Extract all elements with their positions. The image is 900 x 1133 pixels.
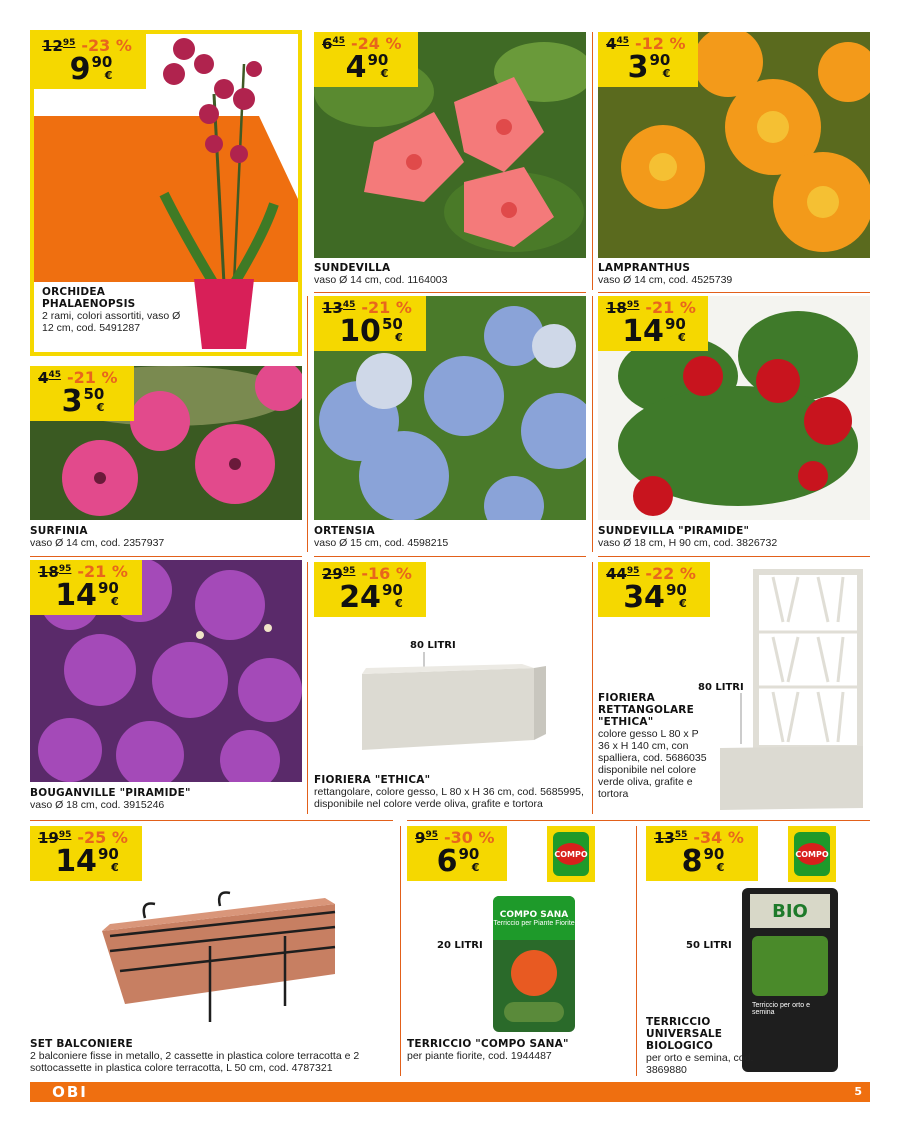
compo-logo: COMPO [547,826,595,882]
product-name: SURFINIA [30,525,88,537]
volume-label: 20 LITRI [437,940,483,951]
product-name: SUNDEVILLA [314,262,391,274]
price-tag [30,560,142,615]
divider [598,292,870,293]
divider [592,296,593,552]
old-price: $13^{45}$ [322,299,356,317]
discount-badge: -21 % [645,298,696,317]
product-description: vaso Ø 18 cm, H 90 cm, cod. 3826732 [598,537,778,549]
product-name: TERRICCIO "COMPO SANA" [407,1038,569,1050]
new-price: 10 50 € [339,314,403,349]
product-description: 2 balconiere fisse in metallo, 2 cassette in plastica colore terracotta e 2 sottocassette in plastica colore terracotta, L 50 cm, cod. 4787321 [30,1050,360,1074]
discount-badge: -34 % [693,828,744,847]
price-tag [598,562,710,617]
page-number: 5 [854,1085,862,1098]
product-description: colore gesso L 80 x P 36 x H 140 cm, con spalliera, cod. 5686035 disponibile nel colore verde oliva, grafite e tortora [598,728,707,800]
product-description: vaso Ø 14 cm, cod. 4525739 [598,274,733,286]
new-price: 6 90 € [436,844,480,879]
product-card-sundevilla-piramide[interactable] [598,296,870,552]
old-price: $18^{95}$ [38,563,72,581]
discount-badge: -22 % [645,564,696,583]
bio-soil-bag-photo: BIO Terriccio per orto e semina [742,888,838,1072]
soil-bag-photo: COMPO SANA Terriccio per Piante Fiorite [493,896,575,1032]
new-price: 34 90 € [623,580,687,615]
divider [314,292,586,293]
product-description: 2 rami, colori assortiti, vaso Ø 12 cm, cod. 5491287 [42,310,181,334]
product-card-fioriera-ethica[interactable] [314,562,586,814]
new-price: 24 90 € [339,580,403,615]
product-description: per orto e semina, cod. 3869880 [646,1052,754,1076]
volume-label: 80 LITRI [698,682,744,693]
divider [307,562,308,814]
discount-badge: -23 % [81,36,132,55]
product-card-surfinia[interactable] [30,366,302,552]
product-description: vaso Ø 18 cm, cod. 3915246 [30,799,165,811]
divider [30,820,393,821]
new-price: 4 90 € [345,50,389,85]
discount-badge: -21 % [77,562,128,581]
product-description: per piante fiorite, cod. 1944487 [407,1050,552,1062]
product-name: TERRICCIO UNIVERSALE BIOLOGICO [646,1016,723,1052]
price-tag [30,826,142,881]
product-name: SET BALCONIERE [30,1038,133,1050]
divider [592,562,593,814]
old-price: $4^{45}$ [38,369,61,387]
product-name: SUNDEVILLA "PIRAMIDE" [598,525,750,537]
new-price: 8 90 € [681,844,725,879]
discount-badge: -25 % [77,828,128,847]
old-price: $44^{95}$ [606,565,640,583]
divider [592,32,593,290]
product-card-set-balconiere[interactable] [30,826,393,1076]
old-price: $12^{95}$ [42,37,76,55]
price-tag [407,826,507,881]
discount-badge: -24 % [350,34,402,53]
discount-badge: -30 % [443,828,495,847]
price-tag [30,366,134,421]
old-price: $6^{45}$ [322,35,345,53]
product-name: BOUGANVILLE "PIRAMIDE" [30,787,191,799]
obi-logo: OBI [30,1082,110,1102]
new-price: 14 90 € [55,578,119,613]
product-description: vaso Ø 15 cm, cod. 4598215 [314,537,449,549]
product-card-ortensia[interactable] [314,296,586,552]
new-price: 9 90 € [69,52,113,87]
product-name: LAMPRANTHUS [598,262,691,274]
product-card-orchidea[interactable] [30,30,302,356]
old-price: $19^{95}$ [38,829,72,847]
discount-badge: -21 % [66,368,118,387]
divider [314,556,586,557]
price-tag [646,826,758,881]
compo-logo: COMPO [788,826,836,882]
discount-badge: -16 % [361,564,412,583]
new-price: 3 50 € [61,384,105,419]
old-price: $13^{55}$ [654,829,688,847]
discount-badge: -21 % [361,298,412,317]
product-card-terriccio-bio[interactable] [646,826,870,1076]
product-name: FIORIERA "ETHICA" [314,774,431,786]
price-tag [314,562,426,617]
divider [598,556,870,557]
divider [307,296,308,552]
product-name: ORTENSIA [314,525,375,537]
price-tag [598,32,698,87]
old-price: $18^{95}$ [606,299,640,317]
volume-label: 80 LITRI [410,640,456,651]
old-price: $29^{95}$ [322,565,356,583]
product-name: ORCHIDEA PHALAENOPSIS [42,286,136,310]
price-tag [314,296,426,351]
divider [400,826,401,1076]
product-description: rettangolare, colore gesso, L 80 x H 36 cm, cod. 5685995, disponibile nel colore verde oliva, grafite e tortora [314,786,584,810]
product-card-bouganville[interactable] [30,560,302,812]
product-card-compo-sana[interactable] [407,826,599,1076]
old-price: $9^{95}$ [415,829,438,847]
divider [407,820,870,821]
old-price: $4^{45}$ [606,35,629,53]
discount-badge: -12 % [634,34,686,53]
product-card-fioriera-rettangolare[interactable] [598,562,870,814]
footer-bar [30,1082,870,1102]
new-price: 3 90 € [627,50,671,85]
product-description: vaso Ø 14 cm, cod. 2357937 [30,537,165,549]
new-price: 14 90 € [622,314,686,349]
price-tag [314,32,418,87]
price-tag [598,296,708,351]
divider [636,826,637,1076]
product-description: vaso Ø 14 cm, cod. 1164003 [314,274,448,286]
product-card-sundevilla[interactable] [314,32,586,290]
price-tag [34,34,146,89]
new-price: 14 90 € [55,844,119,879]
product-card-lampranthus[interactable] [598,32,870,290]
volume-label: 50 LITRI [686,940,732,951]
divider [30,556,302,557]
product-name: FIORIERA RETTANGOLARE "ETHICA" [598,692,694,728]
